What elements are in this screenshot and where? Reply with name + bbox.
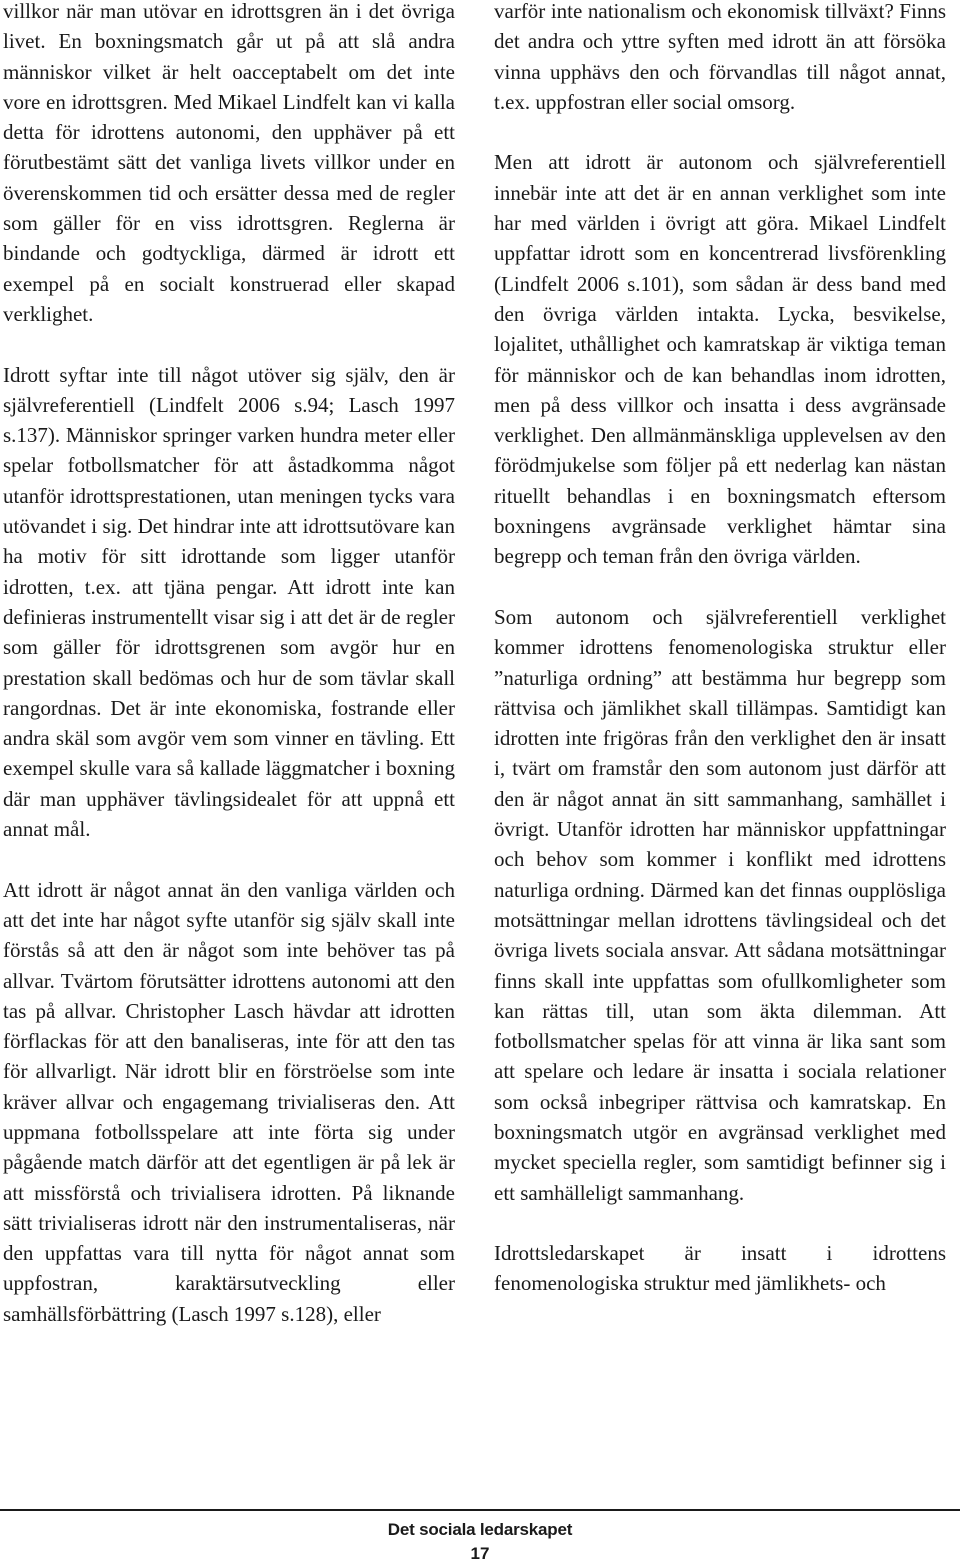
paragraph: Att idrott är något annat än den vanliga världen och att det inte har något syfte utanför sig själv skall inte förstås så att den är något som inte behöver tas på allvar. Tvärtom förutsätter idrottens autonomi att den tas på allvar. Christopher Lasch hävdar att idrotten förflackas för att den banaliseras, inte för att den tas för allvarligt. När idrott blir en förströelse som inte kräver allvar och engagemang trivialiseras den. Att uppmana fotbollsspelare att inte förta sig under pågående match därför att det egentligen är på lek är att missförstå och trivialisera idrotten. På liknande sätt trivialiseras idrott när den instrumentaliseras, när den uppfattas vara till nytta för något annat som uppfostran, karaktärsutveckling eller samhällsförbättring (Lasch 1997 s.128), eller	[3, 877, 455, 1326]
paragraph: varför inte nationalism och ekonomisk tillväxt? Finns det andra och yttre syften med idrott än att försöka vinna upphävs den och förvandlas till något annat, t.ex. uppfostran eller social omsorg.	[494, 0, 946, 114]
running-footer-title: Det sociala ledarskapet	[387, 1520, 573, 1539]
footer-divider	[0, 1509, 960, 1511]
page-number: 17	[470, 1544, 490, 1563]
paragraph: Men att idrott är autonom och självreferentiell innebär inte att det är en annan verklighet som inte har med världen i övrigt att göra. Mikael Lindfelt uppfattar idrott som en koncentrerad livsförenkling (Lindfelt 2006 s.101), som sådan är dess band med den övriga världen intakta. Lycka, besvikelse, lojalitet, uthållighet och kamratskap är viktiga teman för människor och de kan behandlas inom idrotten, men på dess villkor och insatta i dess avgränsade verklighet. Den allmänmänskliga upplevelsen av den förödmjukelse som följer på ett nederlag kan nästan rituellt behandlas i en boxningsmatch eftersom boxningens avgränsade verklighet hämtar sina begrepp och teman från den övriga världen.	[494, 150, 946, 569]
paragraph: Idrottsledarskapet är insatt i idrottens fenomenologiska struktur med jämlikhets- och	[494, 1241, 946, 1296]
paragraph: villkor när man utövar en idrottsgren än i det övriga livet. En boxningsmatch går ut på att slå andra människor vilket är helt oacceptabelt om det inte vore en idrottsgren. Med Mikael Lindfelt kan vi kalla detta för idrottens autonomi, den upphäver på ett förutbestämt sätt det vanliga livets villkor under en överenskommen tid och ersätter dessa med de regler som gäller för en viss idrottsgren. Reglerna är bindande och godtyckliga, därmed är idrott ett exempel på en socialt konstruerad eller skapad verklighet.	[3, 0, 455, 326]
paragraph: Som autonom och självreferentiell verklighet kommer idrottens fenomenologiska struktur eller ”naturliga ordning” att bestämma hur begrepp som rättvisa och jämlikhet skall tillämpas. Samtidigt kan idrotten inte frigöras från den verklighet den är insatt i, tvärt om framstår den som autonom just därför att den är något annat än sitt sammanhang, samhället i övrigt. Utanför idrotten har människor uppfattningar och behov som kommer i konflikt med idrottens naturliga ordning. Därmed kan det finnas oupplösliga motsättningar mellan idrottens tävlingsideal och det övriga livets sociala ansvar. Att sådana motsättningar finns skall inte uppfattas som ofullkomligheter som kan rättas till, utan som äkta dilemman. Att fotbollsmatcher spelas för att vinna är lika sant som att spelare och ledare är insatta i sociala relationer som också inbegriper rättvisa och kamratskap. En boxningsmatch utgör en avgränsad verklighet med mycket speciella regler, som samtidigt befinner sig i ett samhälleligt sammanhang.	[494, 604, 946, 1205]
paragraph: Idrott syftar inte till något utöver sig själv, den är självreferentiell (Lindfelt 2006 s.94; Lasch 1997 s.137). Människor springer varken hundra meter eller spelar fotbollsmatcher för att åstadkomma något utanför idrottsprestationen, utan meningen tycks vara utövandet i sig. Det hindrar inte att idrottsutövare kan ha motiv för sitt idrottande som ligger utanför idrotten, t.ex. att tjäna pengar. Att idrott inte kan definieras instrumentellt visar sig i att det är de regler som gäller för idrottsgrenen som avgör hur en prestation skall bedömas och hur de som tävlar skall rangordnas. Det är inte ekonomiska, fostrande eller andra skäl som avgör vem som vinner en tävling. Ett exempel skulle vara så kallade läggmatcher i boxning där man upphäver tävlingsidealet för att uppnå ett annat mål.	[3, 362, 455, 842]
right-text-column	[494, 0, 946, 1329]
left-text-column	[3, 0, 455, 1359]
